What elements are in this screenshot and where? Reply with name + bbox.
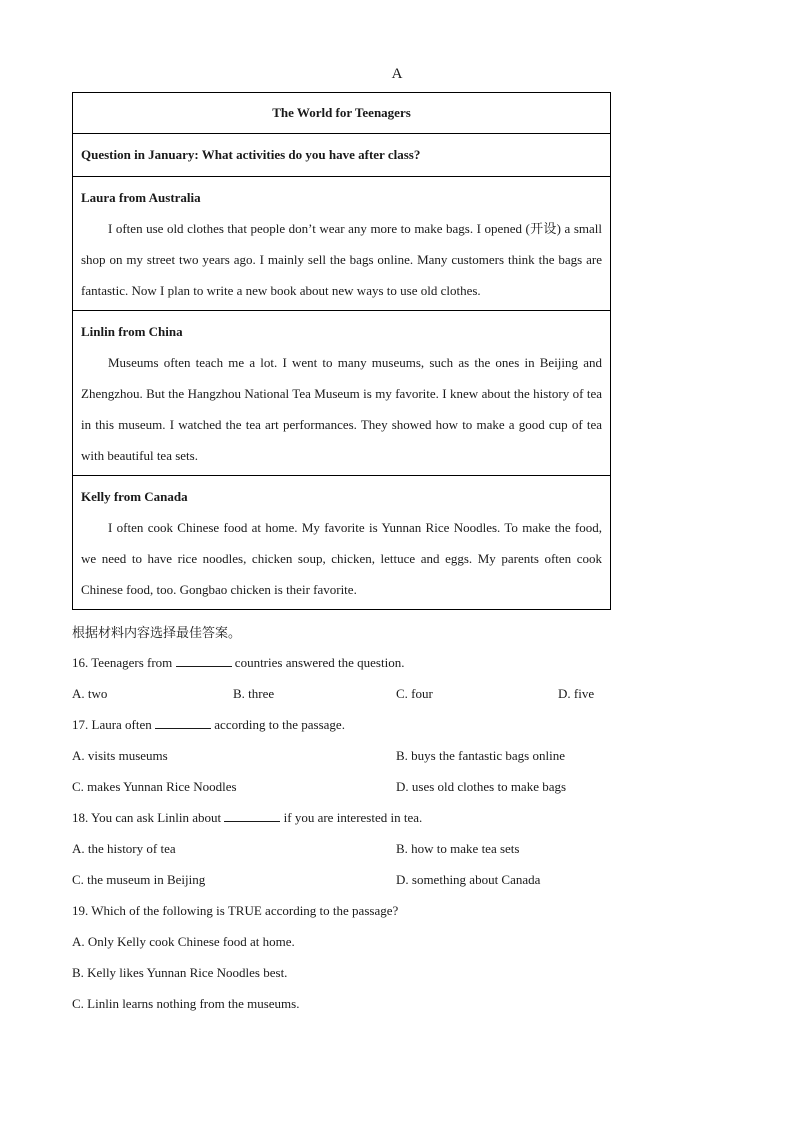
question-16: [72, 647, 632, 678]
table-row: [73, 134, 611, 177]
table-row: [73, 93, 611, 134]
option-c[interactable]: C. the museum in Beijing: [72, 872, 206, 887]
option-a[interactable]: A. Only Kelly cook Chinese food at home.: [72, 934, 295, 949]
options-18-row1: [72, 833, 632, 864]
option-d[interactable]: D. something about Canada: [396, 872, 541, 887]
option-b[interactable]: B. Kelly likes Yunnan Rice Noodles best.: [72, 965, 288, 980]
answer-blank: [224, 809, 280, 822]
survey-question: Question in January: What activities do you have after class?: [73, 134, 611, 177]
entry-text: Museums often teach me a lot. I went to many museums, such as the ones in Beijing and Zhengzhou. But the Hangzhou National Tea Museum is my favorite. I knew about the history of tea in this museum. I watched the tea art performances. They showed how to make a good cup of tea with beautiful tea sets.: [81, 355, 602, 463]
entry-text: I often cook Chinese food at home. My favorite is Yunnan Rice Noodles. To make the food, we need to have rice noodles, chicken soup, chicken, lettuce and eggs. My parents often cook Chinese food, too. Gongbao chicken is their favorite.: [81, 520, 602, 597]
entry-name: Kelly from Canada: [81, 489, 188, 504]
table-row: [73, 311, 611, 476]
option-b[interactable]: B. three: [233, 686, 275, 701]
question-text: countries answered the question.: [234, 655, 405, 670]
entry-text: I often use old clothes that people don’t wear any more to make bags. I opened (开设) a small shop on my street two years ago. I mainly sell the bags online. Many customers think the bags are fantastic. Now I plan to write a new book about new ways to use old clothes.: [81, 221, 602, 298]
options-17-row1: [72, 740, 632, 771]
answer-blank: [155, 716, 211, 729]
entry-name: Linlin from China: [81, 324, 183, 339]
entry-linlin: [73, 311, 611, 476]
option-c[interactable]: C. makes Yunnan Rice Noodles: [72, 779, 237, 794]
instruction: 根据材料内容选择最佳答案。: [72, 625, 242, 640]
section-letter: A: [391, 66, 403, 82]
options-18-row2: [72, 864, 632, 895]
question-18: [72, 802, 632, 833]
option-c[interactable]: C. Linlin learns nothing from the museums.: [72, 996, 300, 1011]
question-text: 18. You can ask Linlin about: [72, 810, 222, 825]
question-text: if you are interested in tea.: [283, 810, 423, 825]
option-a[interactable]: A. the history of tea: [72, 841, 176, 856]
question-17: [72, 709, 632, 740]
question-text: according to the passage.: [214, 717, 345, 732]
entry-name: Laura from Australia: [81, 190, 201, 205]
table-row: [73, 476, 611, 610]
table-title: The World for Teenagers: [73, 93, 611, 134]
options-17-row2: [72, 771, 632, 802]
question-text: 16. Teenagers from: [72, 655, 173, 670]
option-d[interactable]: D. uses old clothes to make bags: [396, 779, 567, 794]
entry-laura: [73, 177, 611, 311]
option-d[interactable]: D. five: [558, 686, 595, 701]
passage-table: [72, 92, 611, 610]
option-a[interactable]: A. visits museums: [72, 748, 168, 763]
question-text: 17. Laura often: [72, 717, 152, 732]
question-19: [72, 895, 632, 926]
option-b[interactable]: B. buys the fantastic bags online: [396, 748, 565, 763]
question-text: 19. Which of the following is TRUE according to the passage?: [72, 903, 399, 918]
question-list: [72, 617, 632, 1019]
option-a[interactable]: A. two: [72, 686, 108, 701]
entry-kelly: [73, 476, 611, 610]
answer-blank: [176, 654, 232, 667]
table-row: [73, 177, 611, 311]
option-b[interactable]: B. how to make tea sets: [396, 841, 520, 856]
option-c[interactable]: C. four: [396, 686, 433, 701]
options-16: [72, 678, 632, 709]
